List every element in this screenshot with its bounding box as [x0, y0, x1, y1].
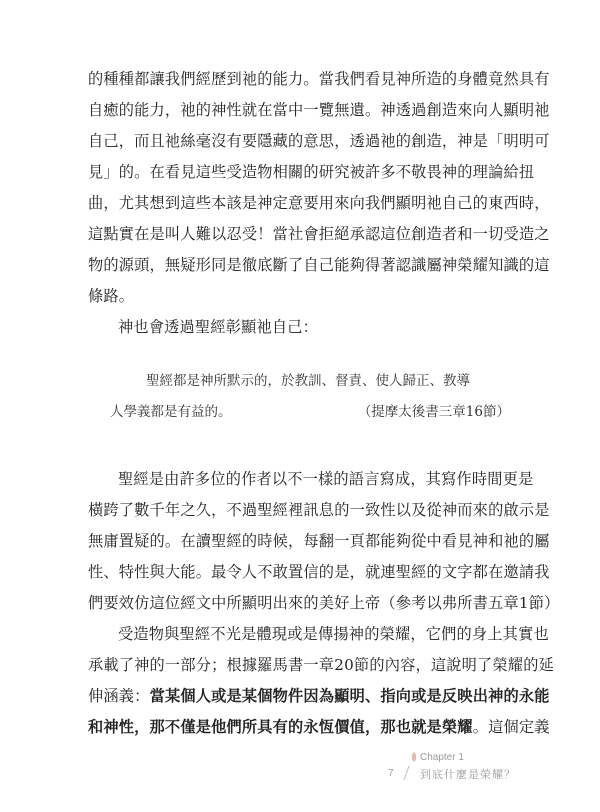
- text-line: 無庸置疑的。在讀聖經的時候，每翻一頁都能夠從中看見神和祂的屬: [88, 532, 550, 550]
- text-line: 條路。: [88, 287, 135, 305]
- quote-reference: （提摩太後書三章16節）: [357, 404, 510, 420]
- chapter-title: 到底什麼是榮耀？: [420, 768, 516, 781]
- emphasis-text: 和神性，那不僅是他們所具有的永恆價值，那也就是榮耀: [88, 718, 473, 736]
- text-line: 這點實在是叫人難以忍受！當社會拒絕承認這位創造者和一切受造之: [88, 225, 550, 243]
- separator: [403, 766, 409, 780]
- paragraph-1: [88, 64, 550, 312]
- leaf-icon: [410, 752, 418, 762]
- paragraph-2: [88, 312, 512, 343]
- text-line: 們要效仿這位經文中所顯明出來的美好上帝（參考以弗所書五章1節）: [88, 594, 560, 612]
- scripture-quote: [110, 366, 510, 428]
- text-line: 自己，而且祂絲毫沒有要隱藏的意思，透過祂的創造，神是「明明可: [88, 132, 550, 150]
- chapter-label: Chapter 1: [420, 752, 464, 763]
- text-line: 承載了神的一部分；根據羅馬書一章20節的內容，這說明了榮耀的延: [88, 656, 554, 674]
- quote-line-2: 人學義都是有益的。: [110, 404, 232, 420]
- text-line: 性、特性與大能。最令人不敢置信的是，就連聖經的文字都在邀請我: [88, 563, 550, 581]
- text-line: 聖經是由許多位的作者以不一樣的語言寫成，其寫作時間更是: [118, 470, 534, 488]
- text-run: 伸涵義：: [88, 687, 150, 705]
- text-line: 橫跨了數千年之久，不過聖經裡訊息的一致性以及從神而來的啟示是: [88, 501, 550, 519]
- text-line: 的種種都讓我們經歷到祂的能力。當我們看見神所造的身體竟然具有: [88, 70, 550, 88]
- quote-line-1: 聖經都是神所默示的，於教訓、督責、使人歸正、教導: [146, 373, 470, 389]
- text-line: 受造物與聖經不光是體現或是傳揚神的榮耀，它們的身上其實也: [118, 625, 549, 643]
- text-line: 物的源頭，無疑形同是徹底斷了自己能夠得著認識屬神榮耀知識的這: [88, 256, 550, 274]
- text-line: 神也會透過聖經彰顯祂自己：: [118, 318, 319, 336]
- text-line: 自癒的能力，祂的神性就在當中一覽無遺。神透過創造來向人顯明祂: [88, 101, 550, 119]
- text-line: 見」的。在看見這些受造物相關的研究被許多不敬畏神的理論給扭: [88, 163, 535, 181]
- page-number: 7: [388, 768, 394, 779]
- text-line: [88, 712, 550, 743]
- text-line: [88, 681, 550, 712]
- text-line: 曲，尤其想到這些本該是神定意要用來向我們顯明祂自己的東西時，: [88, 194, 550, 212]
- text-run: 。這個定義: [472, 718, 550, 736]
- paragraph-3: [88, 464, 560, 619]
- paragraph-4: [88, 619, 554, 743]
- emphasis-text: 當某個人或是某個物件因為顯明、指向或是反映出神的永能: [149, 687, 550, 705]
